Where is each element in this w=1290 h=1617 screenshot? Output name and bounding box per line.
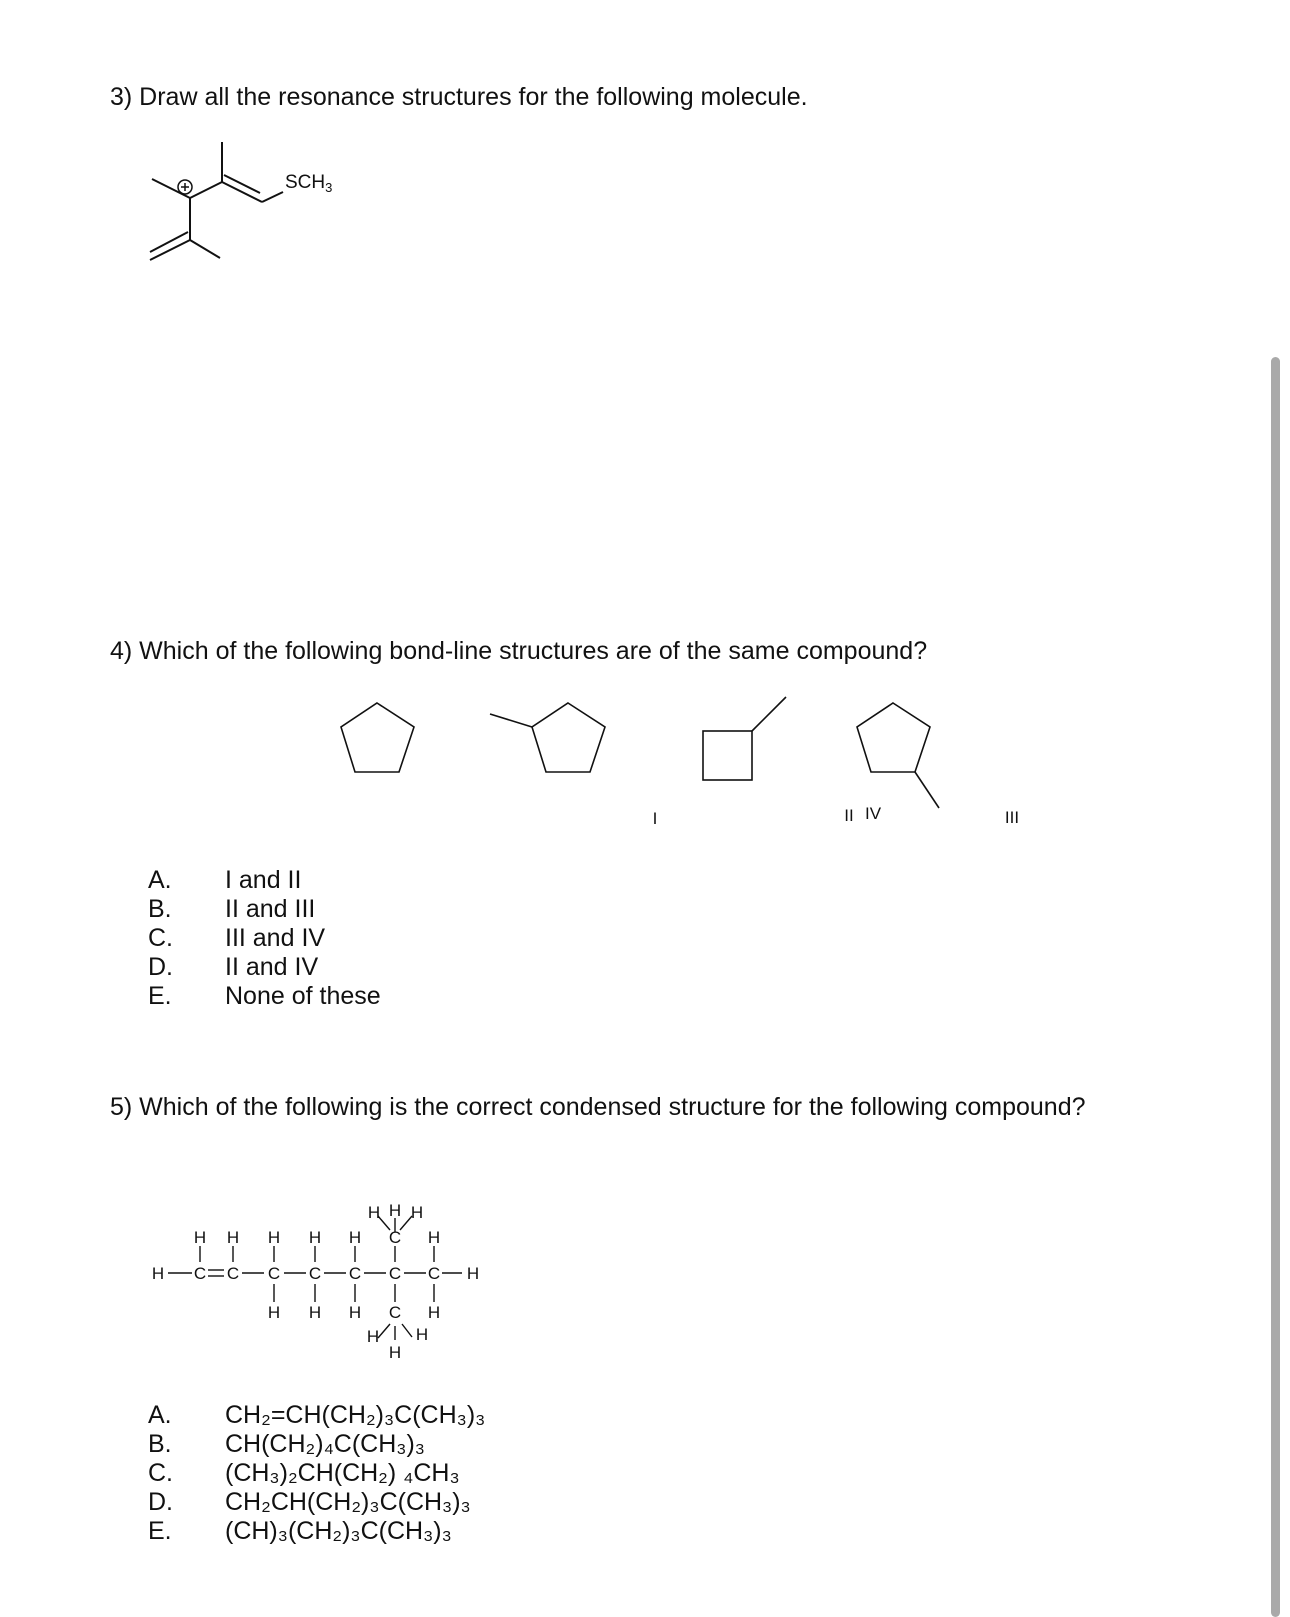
q5-option-d-letter: D. bbox=[148, 1488, 173, 1516]
q4-structures bbox=[300, 690, 1290, 850]
atom-h: H bbox=[388, 1201, 402, 1220]
atom-h: H bbox=[410, 1203, 424, 1222]
q4-option-c[interactable]: III and IV bbox=[225, 924, 326, 952]
atom-c: C bbox=[308, 1264, 322, 1283]
q5-option-a[interactable]: CH₂=CH(CH₂)₃C(CH₃)₃ bbox=[225, 1401, 486, 1429]
atom-h: H bbox=[366, 1327, 380, 1346]
atom-h: H bbox=[193, 1228, 207, 1247]
q5-option-c-letter: C. bbox=[148, 1459, 173, 1487]
q4-option-d-letter: D. bbox=[148, 953, 173, 981]
question-3-text: 3) Draw all the resonance structures for the following molecule. bbox=[110, 83, 808, 111]
structure-iii-methylcyclobutane bbox=[703, 731, 752, 780]
atom-c: C bbox=[348, 1264, 362, 1283]
q5-option-e[interactable]: (CH)₃(CH₂)₃C(CH₃)₃ bbox=[225, 1517, 452, 1545]
atom-h: H bbox=[308, 1228, 322, 1247]
q4-option-b-letter: B. bbox=[148, 895, 172, 923]
sch3-label: SCH bbox=[285, 172, 326, 193]
q4-option-a-letter: A. bbox=[148, 866, 172, 894]
vertical-scrollbar[interactable] bbox=[1271, 357, 1280, 1617]
atom-h: H bbox=[466, 1264, 480, 1283]
structure-label-iii: III bbox=[1004, 808, 1020, 827]
structure-label-ii: II bbox=[844, 806, 854, 825]
q5-option-a-letter: A. bbox=[148, 1401, 172, 1429]
atom-c: C bbox=[226, 1264, 240, 1283]
structure-iv-methylcyclopentane bbox=[857, 703, 930, 772]
atom-c: C bbox=[388, 1303, 402, 1322]
question-4-text: 4) Which of the following bond-line structures are of the same compound? bbox=[110, 637, 928, 665]
q4-option-e-letter: E. bbox=[148, 982, 172, 1010]
q4-option-e[interactable]: None of these bbox=[225, 982, 381, 1010]
q5-structural-formula bbox=[140, 1180, 560, 1380]
atom-h: H bbox=[415, 1325, 429, 1344]
atom-h: H bbox=[348, 1228, 362, 1247]
q5-option-d[interactable]: CH₂CH(CH₂)₃C(CH₃)₃ bbox=[225, 1488, 471, 1516]
atom-h: H bbox=[308, 1303, 322, 1322]
atom-h: H bbox=[267, 1228, 281, 1247]
atom-h: H bbox=[348, 1303, 362, 1322]
atom-h: H bbox=[151, 1264, 165, 1283]
sch3-subscript: 3 bbox=[325, 180, 333, 195]
svg-text:SCH3 bbox=[285, 172, 332, 195]
structure-label-i: I bbox=[652, 809, 658, 828]
structure-ii-methylcyclopentane bbox=[532, 703, 605, 772]
structure-label-iv: IV bbox=[864, 804, 882, 823]
q5-option-c[interactable]: (CH₃)₂CH(CH₂) ₄CH₃ bbox=[225, 1459, 460, 1487]
q4-option-c-letter: C. bbox=[148, 924, 173, 952]
atom-h: H bbox=[427, 1228, 441, 1247]
atom-h: H bbox=[367, 1203, 381, 1222]
atom-c: C bbox=[193, 1264, 207, 1283]
q4-option-b[interactable]: II and III bbox=[225, 895, 316, 923]
question-5-text: 5) Which of the following is the correct condensed structure for the following compound? bbox=[110, 1093, 1086, 1121]
atom-c: C bbox=[388, 1228, 402, 1247]
atom-h: H bbox=[226, 1228, 240, 1247]
structure-i-cyclopentane bbox=[341, 703, 414, 772]
q4-option-a[interactable]: I and II bbox=[225, 866, 302, 894]
atom-h: H bbox=[388, 1343, 402, 1362]
atom-c: C bbox=[267, 1264, 281, 1283]
q4-option-d[interactable]: II and IV bbox=[225, 953, 319, 981]
atom-h: H bbox=[427, 1303, 441, 1322]
q5-option-b[interactable]: CH(CH₂)₄C(CH₃)₃ bbox=[225, 1430, 425, 1458]
atom-h: H bbox=[267, 1303, 281, 1322]
q3-molecule bbox=[140, 130, 540, 280]
q5-option-b-letter: B. bbox=[148, 1430, 172, 1458]
atom-c: C bbox=[427, 1264, 441, 1283]
q5-option-e-letter: E. bbox=[148, 1517, 172, 1545]
atom-c: C bbox=[388, 1264, 402, 1283]
